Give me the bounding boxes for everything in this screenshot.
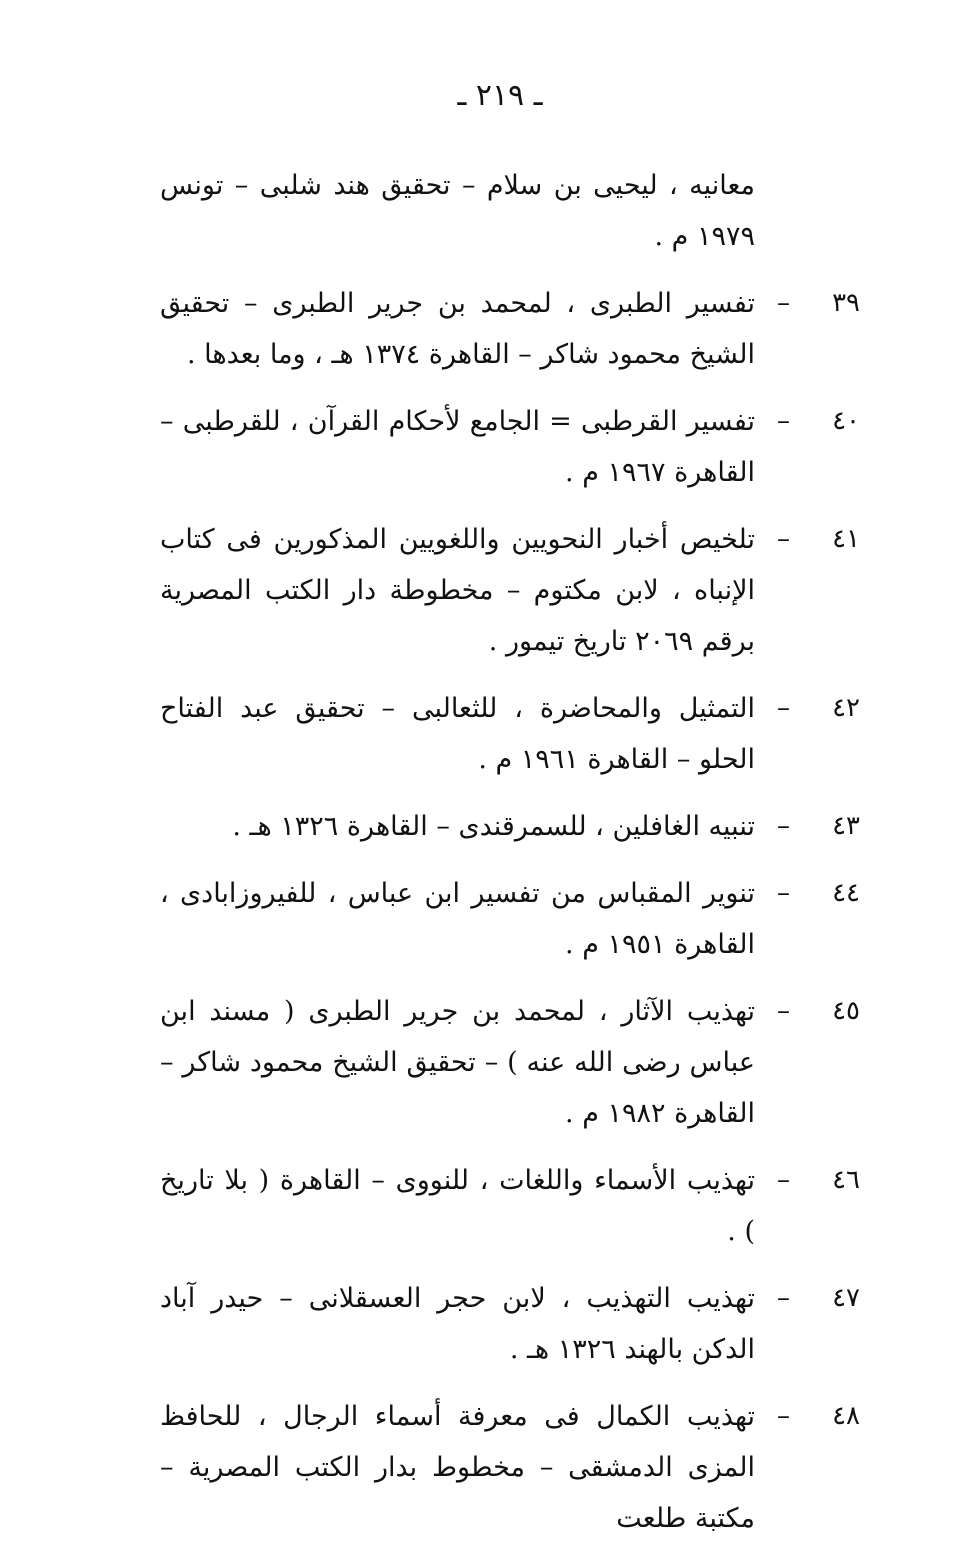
bibliography-entry-47: [160, 1273, 860, 1375]
entry-text: تنبيه الغافلين ، للسمرقندى – القاهرة ١٣٢٦ هـ .: [232, 811, 755, 842]
bibliography-entry-43: [160, 801, 860, 852]
entry-text: تهذيب الآثار ، لمحمد بن جرير الطبرى ( مسند ابن عباس رضى الله عنه ) – تحقيق الشيخ محمود شاكر – القاهرة ١٩٨٢ م .: [160, 996, 755, 1129]
entry-text: تنوير المقباس من تفسير ابن عباس ، للفيروزابادى ، القاهرة ١٩٥١ م .: [160, 878, 755, 960]
entry-dash: –: [777, 1401, 790, 1431]
entry-text: التمثيل والمحاضرة ، للثعالبى – تحقيق عبد الفتاح الحلو – القاهرة ١٩٦١ م .: [160, 693, 755, 775]
entry-text: تهذيب التهذيب ، لابن حجر العسقلانى – حيدر آباد الدكن بالهند ١٣٢٦ هـ .: [160, 1283, 755, 1365]
entry-text: تهذيب الكمال فى معرفة أسماء الرجال ، للحافظ المزى الدمشقى – مخطوط بدار الكتب المصرية – مكتبة طلعت: [160, 1401, 755, 1534]
entry-dash: –: [777, 406, 790, 436]
entry-number: ٤٦: [832, 1165, 860, 1195]
bibliography-entry-39: [160, 278, 860, 380]
bibliography-entry-48: [160, 1391, 860, 1544]
entry-dash: –: [777, 1283, 790, 1313]
entry-text: تفسير الطبرى ، لمحمد بن جرير الطبرى – تحقيق الشيخ محمود شاكر – القاهرة ١٣٧٤ هـ ، وما بعدها .: [160, 288, 755, 370]
entry-dash: –: [777, 1165, 790, 1195]
bibliography-list: [160, 160, 860, 1560]
entry-dash: –: [777, 693, 790, 723]
page-number: ـ ٢١٩ ـ: [457, 78, 543, 113]
entry-number: ٤١: [832, 524, 860, 554]
entry-number: ٤٣: [832, 811, 860, 841]
bibliography-entry-45: [160, 986, 860, 1139]
entry-text: تفسير القرطبى = الجامع لأحكام القرآن ، للقرطبى – القاهرة ١٩٦٧ م .: [160, 406, 755, 488]
entry-text: تهذيب الأسماء واللغات ، للنووى – القاهرة ( بلا تاريخ ) .: [160, 1165, 755, 1247]
entry-dash: –: [777, 996, 790, 1026]
bibliography-entry-40: [160, 396, 860, 498]
entry-number: ٤٤: [832, 878, 860, 908]
bibliography-entry-44: [160, 868, 860, 970]
entry-number: ٤٠: [832, 406, 860, 436]
entry-dash: –: [777, 524, 790, 554]
entry-dash: –: [777, 288, 790, 318]
entry-text: معانيه ، ليحيى بن سلام – تحقيق هند شلبى – تونس ١٩٧٩ م .: [160, 170, 755, 252]
entry-number: ٤٧: [832, 1283, 860, 1313]
entry-dash: –: [777, 878, 790, 908]
bibliography-entry-41: [160, 514, 860, 667]
entry-text: تلخيص أخبار النحويين واللغويين المذكورين فى كتاب الإنباه ، لابن مكتوم – مخطوطة دار الكتب المصرية برقم ٢٠٦٩ تاريخ تيمور .: [160, 524, 755, 657]
entry-number: ٤٨: [832, 1401, 860, 1431]
entry-number: ٣٩: [832, 288, 860, 318]
entry-number: ٤٢: [832, 693, 860, 723]
entry-dash: –: [777, 811, 790, 841]
entry-number: ٤٥: [832, 996, 860, 1026]
bibliography-entry-42: [160, 683, 860, 785]
bibliography-entry-46: [160, 1155, 860, 1257]
bibliography-entry-continuation: [160, 160, 860, 262]
